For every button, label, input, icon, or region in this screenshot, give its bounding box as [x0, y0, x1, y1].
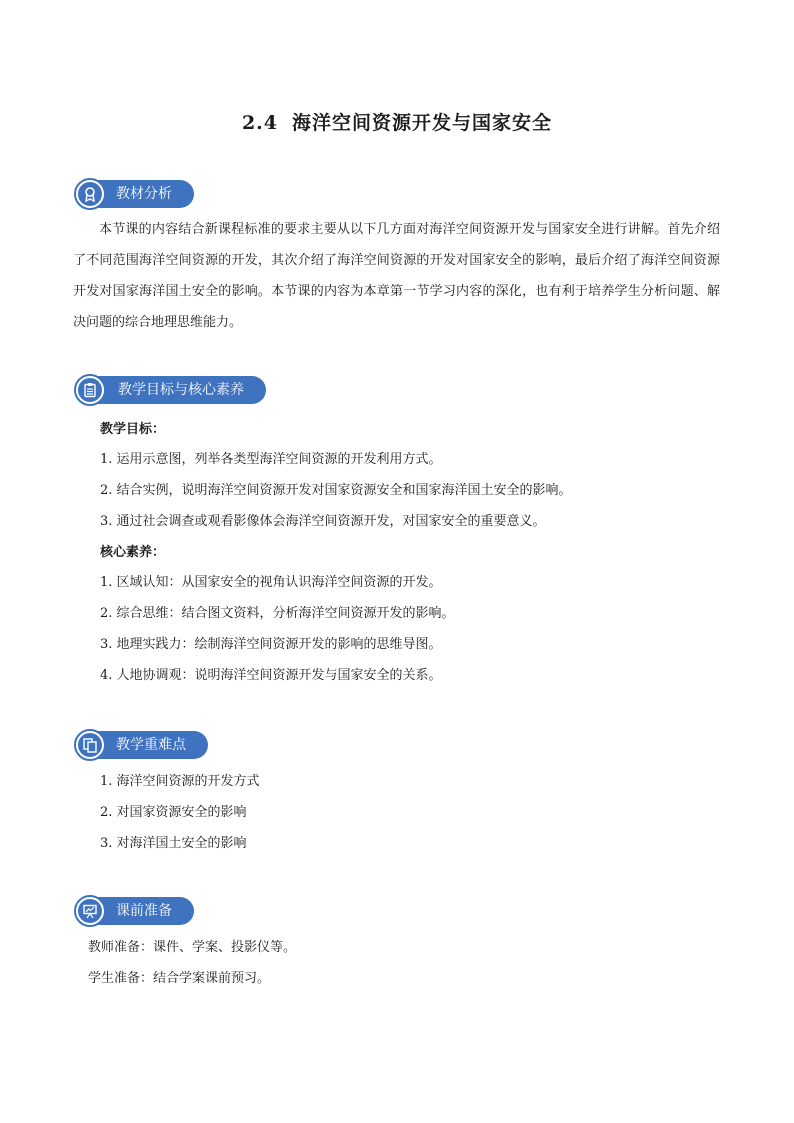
- objective-item: 1. 运用示意图，列举各类型海洋空间资源的开发利用方式。: [100, 452, 442, 467]
- literacy-item: 1. 区域认知：从国家安全的视角认识海洋空间资源的开发。: [100, 575, 442, 590]
- section-header-label: 课前准备: [88, 897, 194, 925]
- title-number: 2.4: [241, 112, 279, 134]
- section-header-label: 教材分析: [88, 180, 194, 208]
- literacy-item: 4. 人地协调观：说明海洋空间资源开发与国家安全的关系。: [100, 668, 442, 683]
- title-text: 海洋空间资源开发与国家安全: [292, 112, 553, 134]
- objective-item: 3. 通过社会调查或观看影像体会海洋空间资源开发，对国家安全的重要意义。: [100, 514, 546, 529]
- clipboard-icon: [78, 378, 102, 402]
- section-header-label: 教学重难点: [88, 731, 208, 759]
- objectives-title: 教学目标：: [100, 422, 166, 437]
- documents-icon: [78, 733, 102, 757]
- analysis-paragraph: 本节课的内容结合新课程标准的要求主要从以下几方面对海洋空间资源开发与国家安全进行讲解。首先介绍了不同范围海洋空间资源的开发，其次介绍了海洋空间资源的开发对国家安全的影响，最后介绍了海洋空间资源开发对国家海洋国土安全的影响。本节课的内容为本章第一节学习内容的深化，也有利于培养学生分析问题、解决问题的综合地理思维能力。: [73, 222, 720, 330]
- section-header-label: 教学目标与核心素养: [88, 376, 266, 404]
- keypoint-item: 2. 对国家资源安全的影响: [100, 805, 247, 820]
- student-prep: 学生准备：结合学案课前预习。: [88, 971, 271, 986]
- presentation-icon: [78, 899, 102, 923]
- objective-item: 2. 结合实例，说明海洋空间资源开发对国家资源安全和国家海洋国土安全的影响。: [100, 483, 572, 498]
- literacy-item: 3. 地理实践力：绘制海洋空间资源开发的影响的思维导图。: [100, 637, 442, 652]
- literacy-item: 2. 综合思维：结合图文资料，分析海洋空间资源开发的影响。: [100, 606, 455, 621]
- award-icon: [78, 182, 102, 206]
- teacher-prep: 教师准备：课件、学案、投影仪等。: [88, 940, 297, 955]
- keypoint-item: 1. 海洋空间资源的开发方式: [100, 774, 260, 789]
- keypoint-item: 3. 对海洋国土安全的影响: [100, 836, 247, 851]
- literacy-title: 核心素养：: [100, 545, 166, 560]
- page-title: [0, 108, 794, 135]
